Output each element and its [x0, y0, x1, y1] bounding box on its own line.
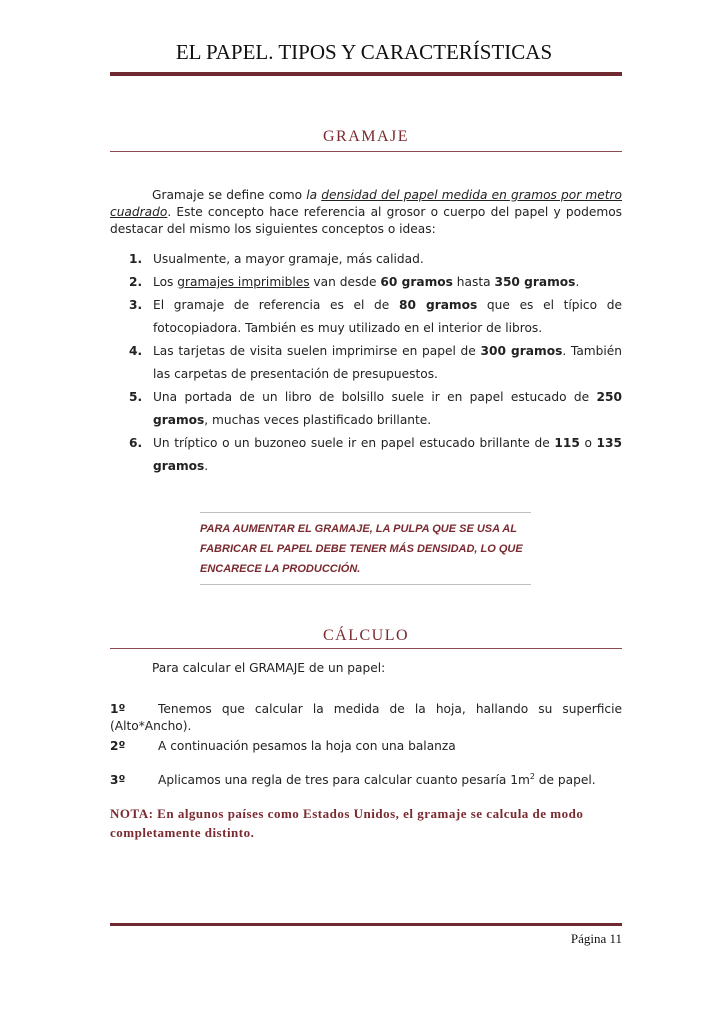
list-item — [110, 432, 622, 478]
list-item — [110, 271, 622, 294]
list-item-text: El gramaje de referencia es el de — [153, 298, 399, 312]
superscript-2: 2 — [529, 772, 535, 781]
intro-text-a: Gramaje se define como — [152, 188, 307, 202]
quote-bottom-rule — [200, 584, 531, 585]
list-item-text: . — [204, 459, 209, 473]
calculo-intro-paragraph — [110, 660, 622, 677]
document-header-title: EL PAPEL. TIPOS Y CARACTERÍSTICAS — [175, 40, 553, 64]
list-item-text: Los — [153, 275, 178, 289]
step-text: de papel. — [534, 773, 596, 788]
step-number: 3º — [110, 773, 126, 788]
section-heading-gramaje: GRAMAJE — [322, 128, 410, 145]
bold-value: 350 gramos — [494, 275, 576, 289]
quote-top-rule — [200, 512, 531, 513]
imprimibles-link-text: gramajes imprimibles — [177, 275, 310, 289]
list-item — [110, 294, 622, 340]
calc-step-3 — [110, 768, 622, 789]
gramaje-intro-paragraph — [110, 187, 622, 238]
list-item-text: , muchas veces plastificado brillante. — [204, 413, 432, 427]
list-item-number: 6. — [129, 436, 143, 450]
intro-definition: densidad del papel medida en gramos por metro cuadrado — [110, 188, 622, 219]
step-text: A continuación pesamos la hoja con una balanza — [158, 739, 456, 753]
list-item-text: . También las carpetas de presentación de presupuestos. — [153, 344, 623, 381]
bold-value: 135 gramos — [153, 436, 622, 473]
section-rule-gramaje — [110, 151, 622, 152]
header-rule — [110, 72, 622, 76]
bold-value: 250 gramos — [153, 390, 622, 427]
list-item-text: Las tarjetas de visita suelen imprimirse en papel de — [153, 344, 481, 358]
step-number: 1º — [110, 702, 126, 716]
list-item-text: Usualmente, a mayor gramaje, más calidad. — [153, 252, 424, 266]
bold-value: 115 — [554, 436, 580, 450]
bold-value: 60 gramos — [380, 275, 453, 289]
page-number: Página 11 — [570, 931, 622, 946]
list-item-text: que es el típico de fotocopiadora. También es muy utilizado en el interior de libros. — [153, 298, 622, 335]
list-item-text: o — [579, 436, 597, 450]
list-item-number: 5. — [129, 390, 143, 404]
pull-quote: PARA AUMENTAR EL GRAMAJE, LA PULPA QUE SE USA AL FABRICAR EL PAPEL DEBE TENER MÁS DENSIDAD, LO QUE ENCARECE LA PRODUCCIÓN. — [200, 523, 523, 575]
list-item-text: . — [575, 275, 580, 289]
intro-text-b: la — [306, 188, 322, 202]
footer-rule — [110, 923, 622, 926]
step-number: 2º — [110, 739, 126, 753]
list-item — [110, 340, 622, 386]
section-heading-calculo: CÁLCULO — [322, 627, 410, 644]
list-item-number: 4. — [129, 344, 143, 358]
list-item-text: Una portada de un libro de bolsillo suele ir en papel estucado de — [153, 390, 597, 404]
step-text: Tenemos que calcular la medida de la hoja, hallando su superficie (Alto*Ancho). — [110, 702, 622, 733]
intro-text-d: . Este concepto hace referencia al grosor o cuerpo del papel y podemos destacar del mismo los siguientes conceptos o ideas: — [110, 205, 622, 236]
bold-value: 80 gramos — [398, 298, 478, 312]
list-item-number: 2. — [129, 275, 143, 289]
list-item — [110, 248, 622, 271]
list-item-number: 3. — [129, 298, 143, 312]
bold-value: 300 gramos — [480, 344, 563, 358]
note-paragraph: NOTA: En algunos países como Estados Unidos, el gramaje se calcula de modo completamente distinto. — [110, 806, 584, 840]
list-item-text: van desde — [309, 275, 381, 289]
step-text: Aplicamos una regla de tres para calcular cuanto pesaría 1m — [158, 773, 530, 788]
calc-step-1 — [110, 701, 622, 735]
calc-step-2 — [110, 738, 622, 755]
gramaje-concepts-list — [110, 248, 622, 478]
section-rule-calculo — [110, 648, 622, 649]
calculo-intro-text: Para calcular el GRAMAJE de un papel: — [152, 661, 386, 675]
list-item — [110, 386, 622, 432]
list-item-number: 1. — [129, 252, 143, 266]
list-item-text: hasta — [452, 275, 495, 289]
list-item-text: Un tríptico o un buzoneo suele ir en papel estucado brillante de — [153, 436, 555, 450]
